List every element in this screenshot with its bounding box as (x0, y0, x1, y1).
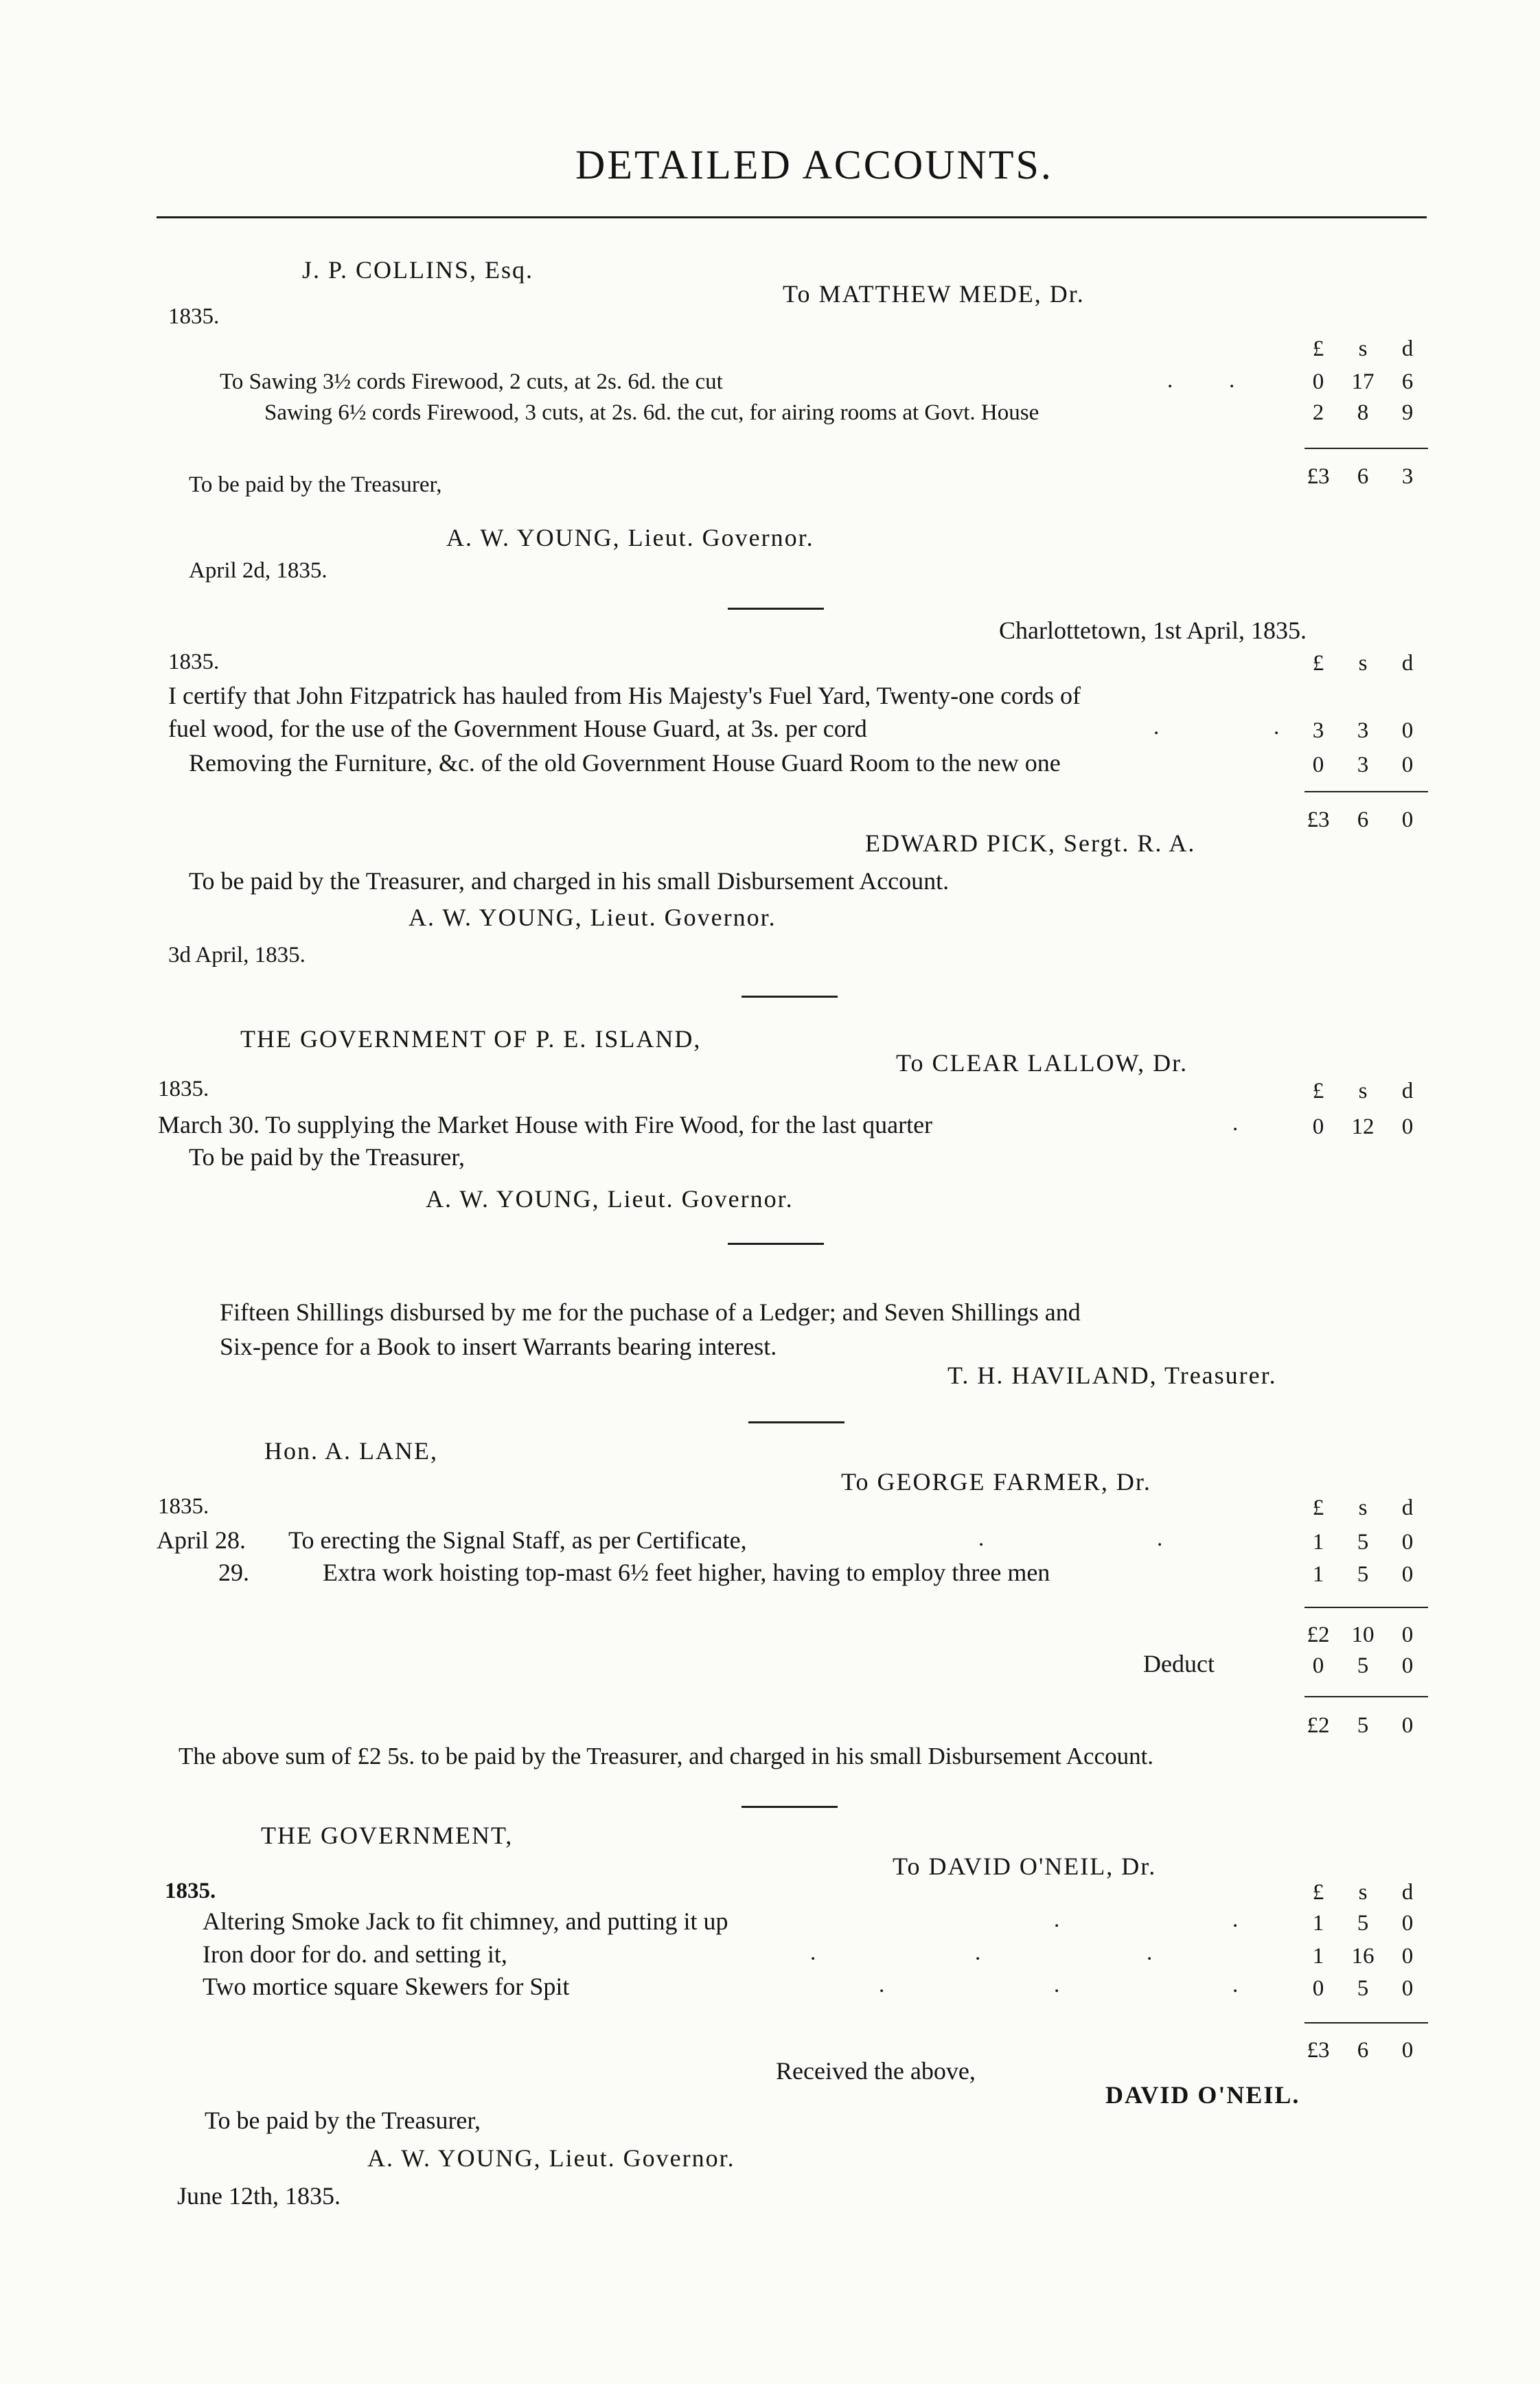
amount-pence: 0 (1401, 718, 1414, 743)
pence-header: d (1401, 1880, 1414, 1905)
leader-dot: . (1232, 1973, 1239, 1997)
divider (748, 1421, 844, 1423)
governor-signature: A. W. YOUNG, Lieut. Governor. (446, 524, 814, 551)
amount-pounds: 2 (1312, 400, 1324, 425)
addressee: THE GOVERNMENT, (261, 1822, 514, 1849)
leader-dot: . (1054, 1973, 1060, 1997)
sum-rule (1305, 791, 1428, 792)
pounds-header: £ (1312, 1495, 1324, 1520)
sum-rule (1305, 1607, 1428, 1608)
leader-dot: . (1153, 715, 1160, 740)
line-item: Two mortice square Skewers for Spit (203, 1973, 570, 2000)
amount-pence: 0 (1401, 1944, 1414, 1969)
divider (728, 608, 824, 610)
addressee: J. P. COLLINS, Esq. (302, 256, 534, 284)
creditor: To MATTHEW MEDE, Dr. (783, 280, 1085, 308)
leader-dot: . (1167, 368, 1173, 393)
year: 1835. (168, 304, 220, 329)
leader-dot: . (1054, 1907, 1060, 1932)
creditor: To GEORGE FARMER, Dr. (841, 1468, 1151, 1495)
amount-pounds: 1 (1312, 1530, 1324, 1555)
total-shillings: 6 (1357, 464, 1369, 489)
note-line: Fifteen Shillings disbursed by me for the puchase of a Ledger; and Seven Shillings and (220, 1298, 1081, 1326)
item-date: April 28. (157, 1526, 246, 1554)
date: April 2d, 1835. (189, 558, 327, 583)
shillings-header: s (1358, 1880, 1368, 1905)
amount-shillings: 17 (1351, 369, 1375, 394)
amount-pence: 0 (1401, 1530, 1414, 1555)
total-shillings: 6 (1357, 807, 1369, 832)
sum-rule (1305, 2022, 1428, 2024)
sum-rule (1305, 448, 1428, 449)
divider (728, 1243, 824, 1245)
amount-pounds: 1 (1312, 1562, 1324, 1587)
pounds-header: £ (1312, 1079, 1324, 1103)
amount-pounds: 0 (1312, 369, 1324, 394)
pay-instruction: The above sum of £2 5s. to be paid by the Treasurer, and charged in his small Disbursement Account. (179, 1743, 1154, 1769)
amount-shillings: 3 (1357, 753, 1369, 777)
sum-rule (1305, 1696, 1428, 1697)
amount-pence: 0 (1401, 753, 1414, 777)
signer: EDWARD PICK, Sergt. R. A. (865, 829, 1196, 857)
certificate-line: I certify that John Fitzpatrick has hauled from His Majesty's Fuel Yard, Twenty-one cords of (168, 682, 1081, 709)
amount-shillings: 12 (1351, 1114, 1375, 1139)
governor-signature: A. W. YOUNG, Lieut. Governor. (367, 2144, 735, 2172)
date: 3d April, 1835. (168, 943, 306, 967)
amount-pounds: 0 (1312, 753, 1324, 777)
divider (742, 1806, 838, 1808)
line-item: March 30. To supplying the Market House with Fire Wood, for the last quarter (158, 1111, 933, 1138)
shillings-header: s (1358, 651, 1368, 676)
line-item: Altering Smoke Jack to fit chimney, and putting it up (203, 1907, 728, 1935)
line-item: Extra work hoisting top-mast 6½ feet higher, having to employ three men (323, 1559, 1050, 1586)
amount-pounds: 0 (1312, 1114, 1324, 1139)
line-item: To Sawing 3½ cords Firewood, 2 cuts, at 2s. 6d. the cut (220, 369, 723, 394)
line-item: To erecting the Signal Staff, as per Certificate, (288, 1526, 747, 1554)
total-pounds: £3 (1307, 2038, 1330, 2063)
total-pounds: £3 (1307, 807, 1330, 832)
pence-header: d (1401, 651, 1414, 676)
treasurer-signature: T. H. HAVILAND, Treasurer. (947, 1362, 1277, 1389)
deduct-pence: 0 (1401, 1653, 1414, 1678)
year: 1835. (165, 1879, 216, 1903)
amount-shillings: 16 (1351, 1944, 1375, 1969)
pounds-header: £ (1312, 336, 1324, 361)
amount-shillings: 5 (1357, 1976, 1369, 2001)
pay-instruction: To be paid by the Treasurer, and charged in his small Disbursement Account. (189, 867, 950, 895)
total-shillings: 6 (1357, 2038, 1369, 2063)
deduct-shillings: 5 (1357, 1653, 1369, 1678)
line-item: Sawing 6½ cords Firewood, 3 cuts, at 2s. 6d. the cut, for airing rooms at Govt. House (264, 400, 1039, 425)
total-shillings: 5 (1357, 1713, 1369, 1738)
leader-dot: . (1229, 368, 1235, 393)
pence-header: d (1401, 1495, 1414, 1520)
total-pence: 3 (1401, 464, 1414, 489)
subtotal-shillings: 10 (1351, 1623, 1375, 1647)
addressee: Hon. A. LANE, (264, 1437, 438, 1465)
certificate-line: fuel wood, for the use of the Government House Guard, at 3s. per cord (168, 715, 867, 742)
leader-dot: . (1274, 715, 1280, 740)
deduct-label: Deduct (1143, 1650, 1215, 1677)
amount-pence: 0 (1401, 1976, 1414, 2001)
subtotal-pence: 0 (1401, 1623, 1414, 1647)
total-pounds: £2 (1307, 1713, 1330, 1738)
received-line: Received the above, (776, 2057, 976, 2085)
amount-shillings: 5 (1357, 1530, 1369, 1555)
governor-signature: A. W. YOUNG, Lieut. Governor. (409, 904, 777, 931)
leader-dot: . (978, 1526, 985, 1551)
amount-shillings: 3 (1357, 718, 1369, 743)
line-item: Iron door for do. and setting it, (203, 1940, 507, 1968)
amount-pounds: 1 (1312, 1944, 1324, 1969)
creditor: To CLEAR LALLOW, Dr. (896, 1049, 1188, 1077)
amount-shillings: 5 (1357, 1562, 1369, 1587)
title-rule (157, 216, 1427, 218)
total-pence: 0 (1401, 1713, 1414, 1738)
amount-pounds: 1 (1312, 1911, 1324, 1936)
subtotal-pounds: £2 (1307, 1623, 1330, 1647)
amount-pence: 0 (1401, 1562, 1414, 1587)
leader-dot: . (975, 1940, 981, 1965)
signer: DAVID O'NEIL. (1105, 2081, 1300, 2109)
shillings-header: s (1358, 1079, 1368, 1103)
leader-dot: . (810, 1940, 816, 1965)
divider (742, 996, 838, 998)
leader-dot: . (1157, 1526, 1163, 1551)
year: 1835. (158, 1077, 209, 1101)
year: 1835. (158, 1494, 209, 1519)
leader-dot: . (879, 1973, 885, 1997)
amount-shillings: 8 (1357, 400, 1369, 425)
amount-shillings: 5 (1357, 1911, 1369, 1936)
pence-header: d (1401, 336, 1414, 361)
pay-instruction: To be paid by the Treasurer, (189, 472, 442, 497)
addressee: THE GOVERNMENT OF P. E. ISLAND, (240, 1025, 702, 1053)
note-line: Six-pence for a Book to insert Warrants bearing interest. (220, 1333, 777, 1360)
year: 1835. (168, 650, 220, 674)
shillings-header: s (1358, 1495, 1368, 1520)
shillings-header: s (1358, 336, 1368, 361)
date: June 12th, 1835. (177, 2182, 341, 2210)
pounds-header: £ (1312, 1880, 1324, 1905)
amount-pence: 6 (1401, 369, 1414, 394)
amount-pence: 9 (1401, 400, 1414, 425)
amount-pounds: 3 (1312, 718, 1324, 743)
pence-header: d (1401, 1079, 1414, 1103)
leader-dot: . (1147, 1940, 1153, 1965)
total-pounds: £3 (1307, 464, 1330, 489)
deduct-pounds: 0 (1312, 1653, 1324, 1678)
amount-pence: 0 (1401, 1911, 1414, 1936)
leader-dot: . (1232, 1907, 1239, 1932)
pay-instruction: To be paid by the Treasurer, (189, 1143, 465, 1171)
creditor: To DAVID O'NEIL, Dr. (893, 1853, 1157, 1880)
place-date: Charlottetown, 1st April, 1835. (999, 617, 1307, 644)
amount-pounds: 0 (1312, 1976, 1324, 2001)
item-date: 29. (218, 1559, 249, 1586)
page-title: DETAILED ACCOUNTS. (575, 142, 1053, 187)
total-pence: 0 (1401, 807, 1414, 832)
leader-dot: . (1232, 1111, 1239, 1136)
pounds-header: £ (1312, 651, 1324, 676)
pay-instruction: To be paid by the Treasurer, (205, 2107, 481, 2134)
governor-signature: A. W. YOUNG, Lieut. Governor. (426, 1185, 794, 1213)
total-pence: 0 (1401, 2038, 1414, 2063)
certificate-line: Removing the Furniture, &c. of the old Government House Guard Room to the new one (189, 749, 1061, 777)
amount-pence: 0 (1401, 1114, 1414, 1139)
